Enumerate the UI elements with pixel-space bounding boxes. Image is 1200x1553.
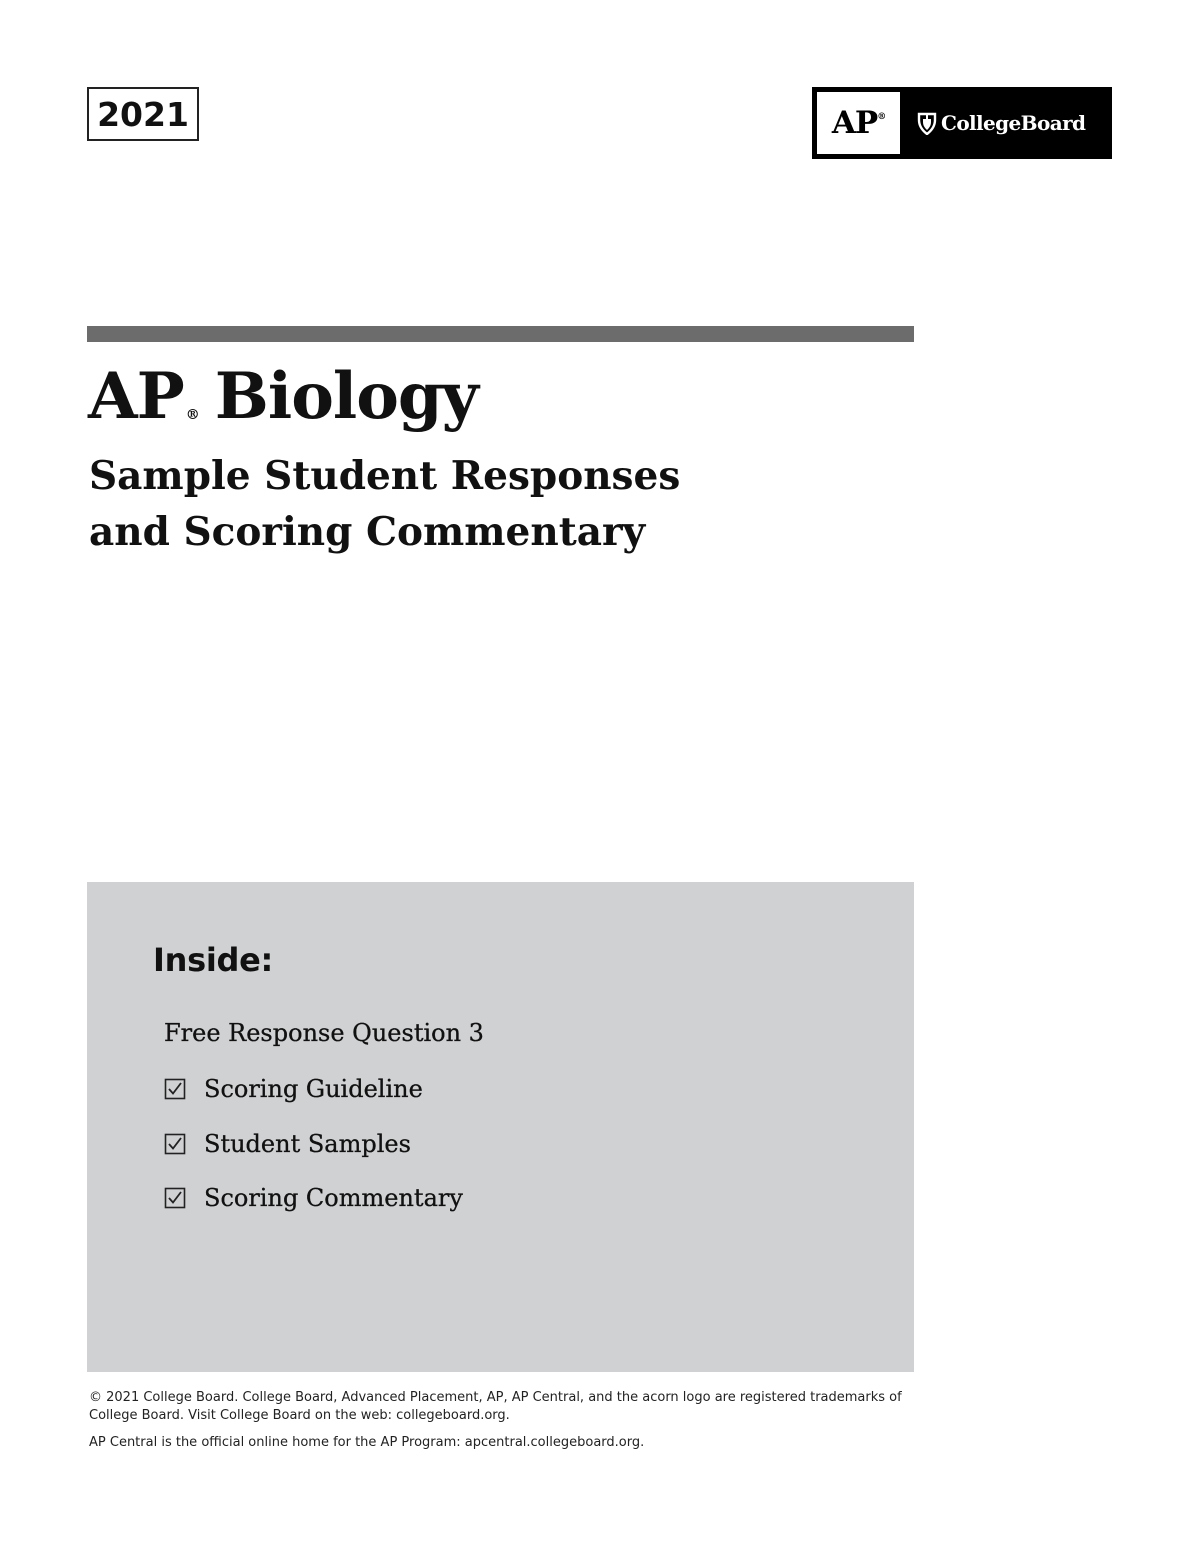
page-title [88,352,478,442]
list-item-label: Scoring Guideline [204,1075,423,1103]
page-subtitle [89,448,680,560]
inside-heading: Inside: [153,941,274,979]
ap-logo-text: AP [831,105,878,141]
subtitle-line-1: Sample Student Responses [89,453,681,499]
collegeboard-wordmark-text: CollegeBoard [941,111,1086,135]
footer-copyright: © 2021 College Board. College Board, Advanced Placement, AP, AP Central, and the acorn logo are registered trademarks of College Board. Visit College Board on the web: collegeboard.org. [89,1390,902,1423]
title-rule [87,326,914,342]
list-item [164,1072,463,1106]
title-ap: AP [88,359,184,434]
list-item-label: Scoring Commentary [204,1184,463,1212]
ap-logo-mark [817,92,900,154]
inside-contents-list [164,1072,463,1236]
list-item-label: Student Samples [204,1129,411,1158]
inside-panel [87,882,914,1372]
footer-ap-central: AP Central is the official online home for the AP Program: apcentral.collegeboard.org. [89,1435,645,1450]
checkbox-checked-icon [164,1187,186,1209]
subtitle-line-2: and Scoring Commentary [89,509,646,555]
inside-question-label: Free Response Question 3 [164,1019,484,1047]
list-item [164,1127,463,1161]
checkbox-checked-icon [164,1133,186,1155]
collegeboard-wordmark [917,87,1085,159]
footer [89,1389,919,1452]
title-subject: Biology [214,359,478,434]
year-badge: 2021 [87,87,199,141]
title-registered: ® [185,407,199,423]
acorn-shield-icon [917,111,937,135]
checkbox-checked-icon [164,1078,186,1100]
ap-collegeboard-logo [812,87,1112,159]
list-item [164,1181,463,1215]
ap-logo-registered: ® [877,112,886,122]
